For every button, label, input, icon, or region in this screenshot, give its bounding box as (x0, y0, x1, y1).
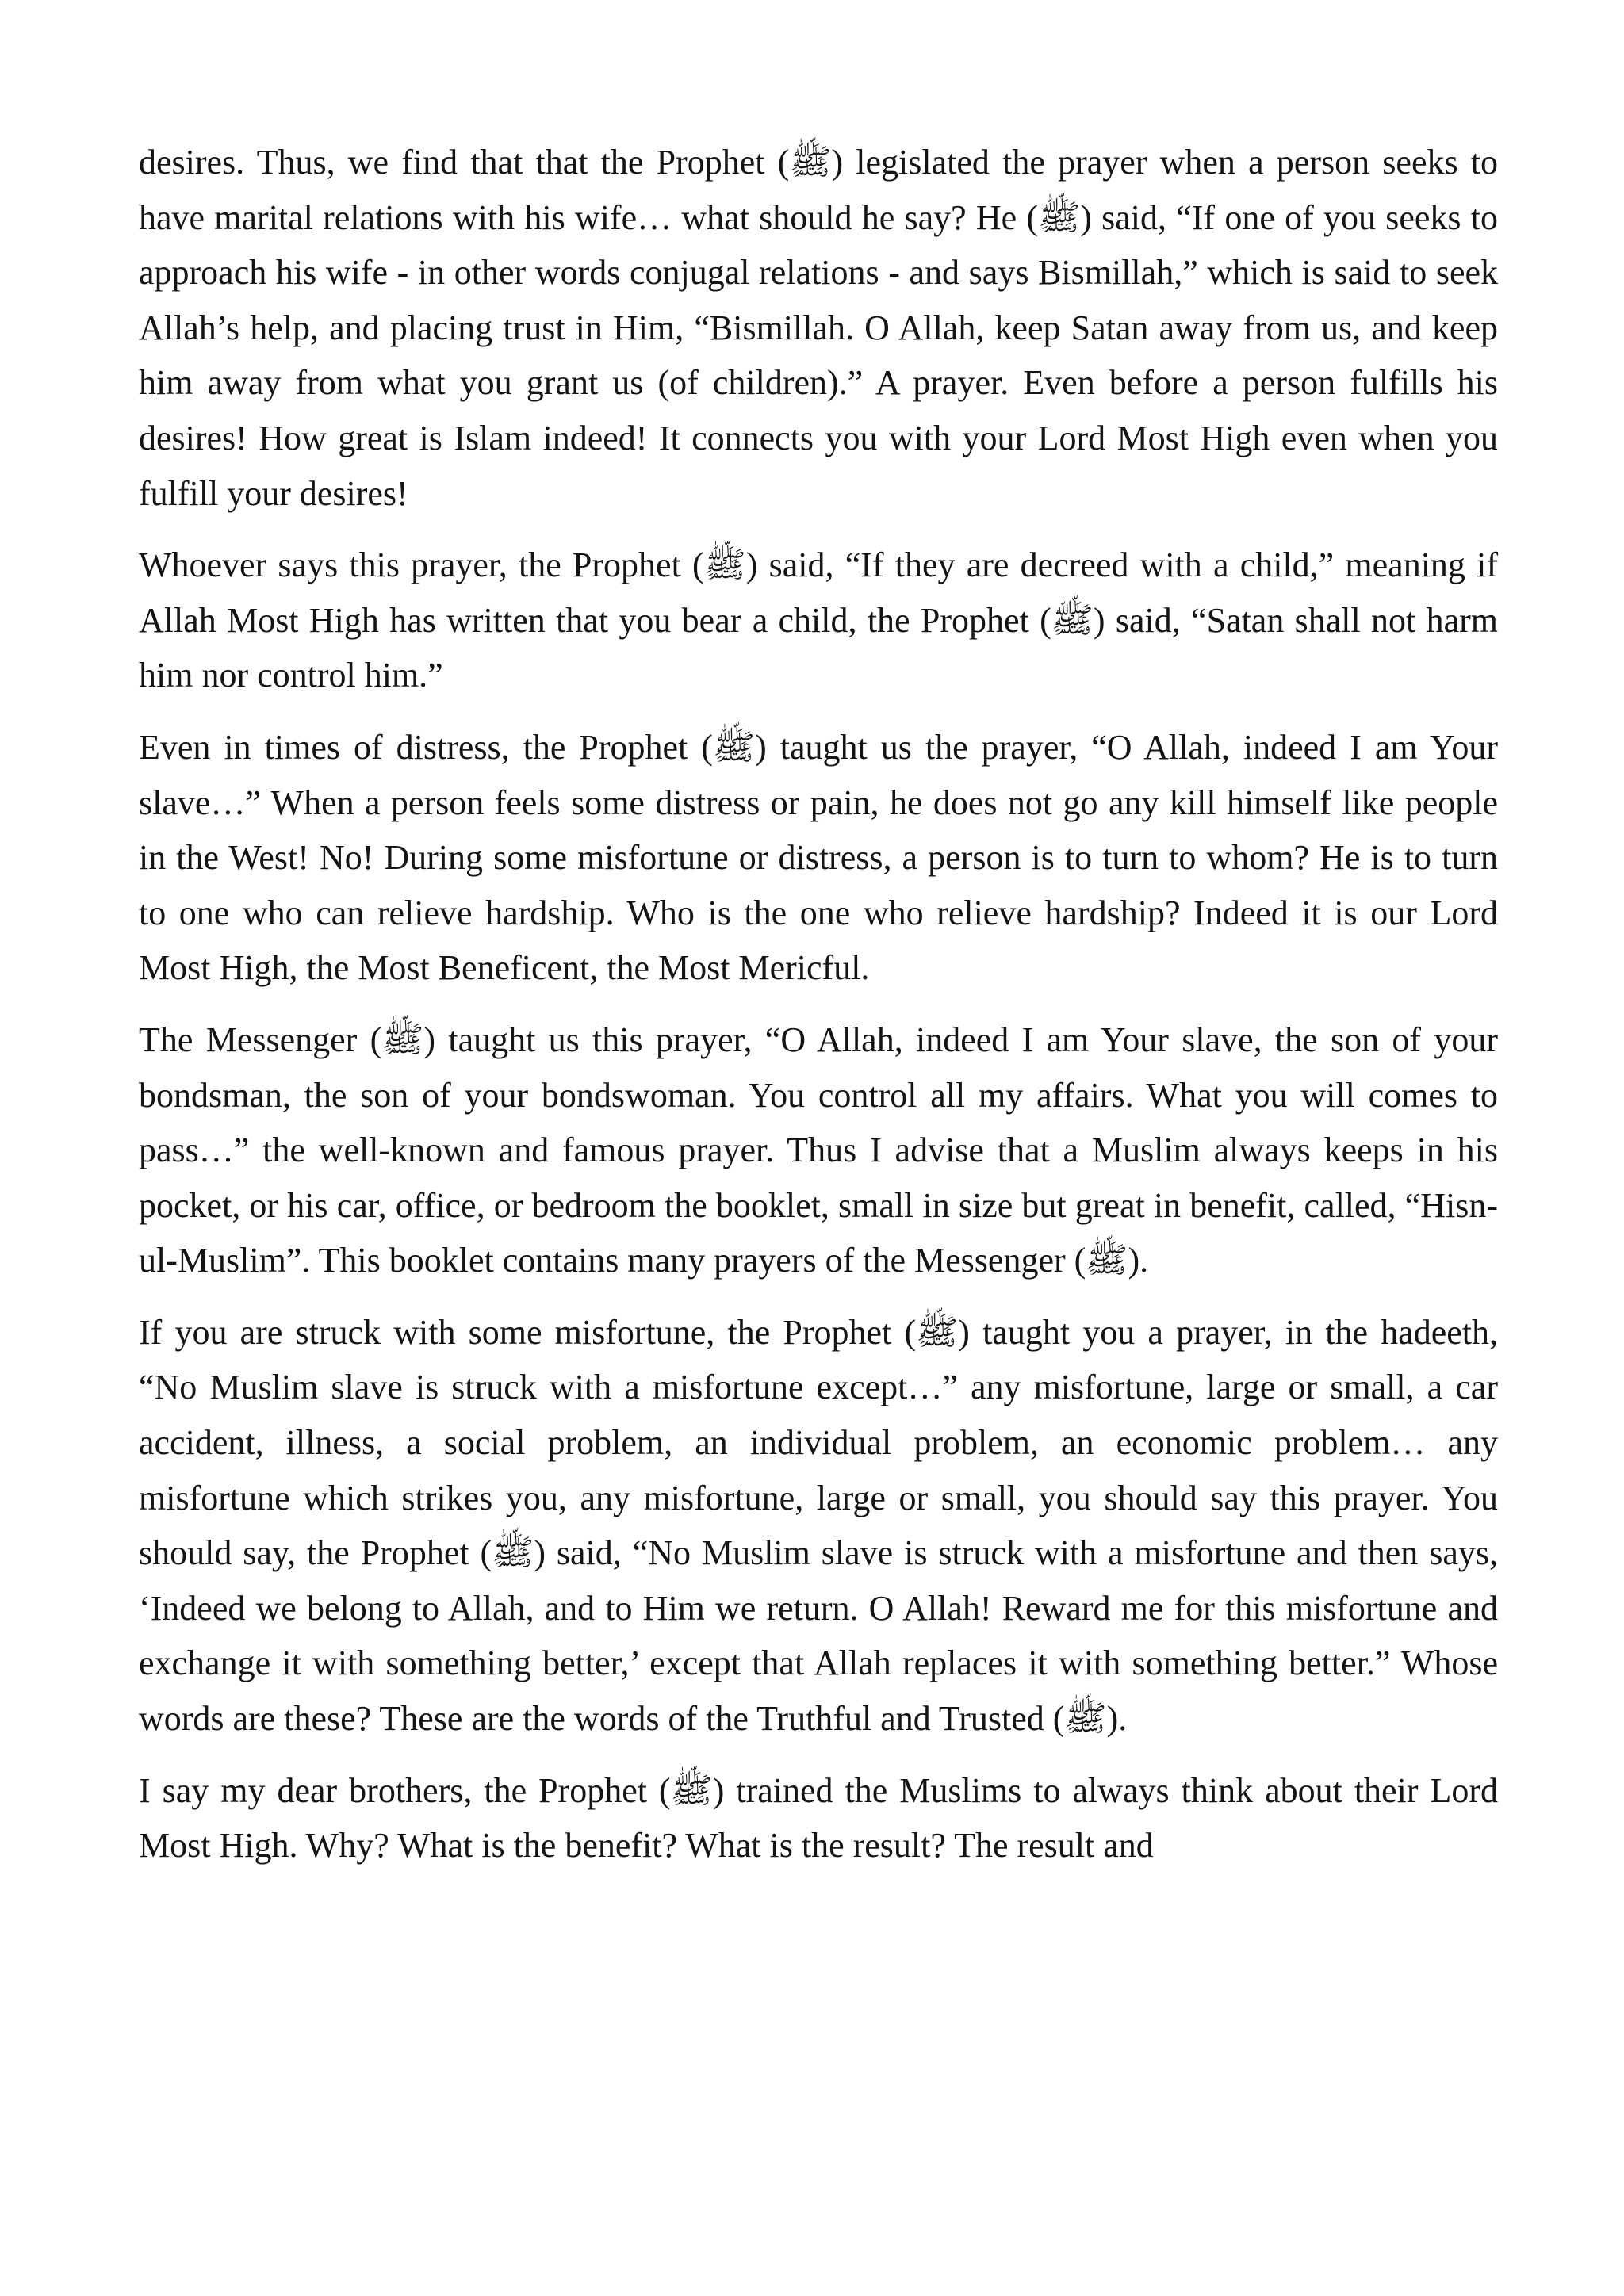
paragraph-5: If you are struck with some misfortune, the Prophet (ﷺ) taught you a prayer, in the hadeeth, “No Muslim slave is struck with a misfortune except…” any misfortune, large or small, a car accident, illness, a social problem, an individual problem, an economic problem… any misfortune which strikes you, any misfortune, large or small, you should say this prayer. You should say, the Prophet (ﷺ) said, “No Muslim slave is struck with a misfortune and then says, ‘Indeed we belong to Allah, and to Him we return. O Allah! Reward me for this misfortune and exchange it with something better,’ except that Allah replaces it with something better.” Whose words are these? These are the words of the Truthful and Trusted (ﷺ). (139, 1312, 1498, 1739)
paragraph-1: desires. Thus, we find that that the Prophet (ﷺ) legislated the prayer when a person seeks to have marital relations with his wife… what should he say? He (ﷺ) said, “If one of you seeks to approach his wife - in other words conjugal relations - and says Bismillah,” which is said to seek Allah’s help, and placing trust in Him, “Bismillah. O Allah, keep Satan away from us, and keep him away from what you grant us (of children).” A prayer. Even before a person fulfills his desires! How great is Islam indeed! It connects you with your Lord Most High even when you fulfill your desires! (139, 143, 1499, 513)
document-page (139, 135, 1498, 1890)
paragraph-6: I say my dear brothers, the Prophet (ﷺ) trained the Muslims to always think about their Lord Most High. Why? What is the benefit? What is the result? The result and (139, 1770, 1498, 1866)
paragraph-2: Whoever says this prayer, the Prophet (ﷺ) said, “If they are decreed with a child,” meaning if Allah Most High has written that you bear a child, the Prophet (ﷺ) said, “Satan shall not harm him nor control him.” (139, 545, 1498, 695)
paragraph-4: The Messenger (ﷺ) taught us this prayer, “O Allah, indeed I am Your slave, the son of your bondsman, the son of your bondswoman. You control all my affairs. What you will comes to pass…” the well-known and famous prayer. Thus I advise that a Muslim always keeps in his pocket, or his car, office, or bedroom the booklet, small in size but great in benefit, called, “Hisn-ul-Muslim”. This booklet contains many prayers of the Messenger (ﷺ). (139, 1020, 1498, 1280)
paragraph-3: Even in times of distress, the Prophet (ﷺ) taught us the prayer, “O Allah, indeed I am Your slave…” When a person feels some distress or pain, he does not go any kill himself like people in the West! No! During some misfortune or distress, a person is to turn to whom? He is to turn to one who can relieve hardship. Who is the one who relieve hardship? Indeed it is our Lord Most High, the Most Beneficent, the Most Mericful. (139, 727, 1498, 988)
